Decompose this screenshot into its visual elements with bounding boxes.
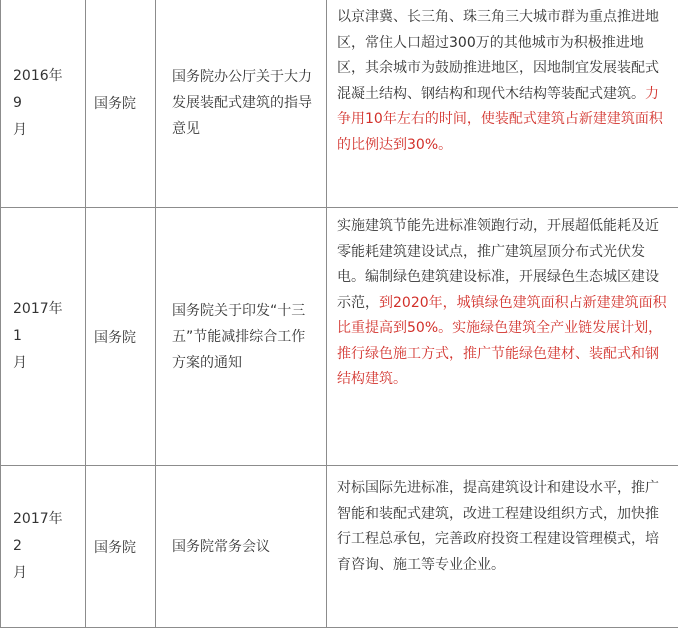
date-unit: 月	[13, 350, 85, 377]
date-month: 2	[13, 533, 85, 560]
content-text: 对标国际先进标准，提高建筑设计和建设水平，推广智能和装配式建筑，改进工程建设组织方式，加快推行工程总承包，完善政府投资工程建设管理模式，培育咨询、施工等专业企业。	[337, 480, 659, 573]
document-cell: 国务院关于印发“十三五”节能减排综合工作方案的通知	[156, 208, 327, 466]
date-unit: 月	[13, 560, 85, 587]
content-cell	[327, 208, 678, 466]
table-row	[1, 208, 678, 466]
document-cell: 国务院常务会议	[156, 466, 327, 628]
content-text: 实施建筑节能先进标准领跑行动，开展超低能耗及近零能耗建筑建设试点，推广建筑屋顶分布式光伏发电。编制绿色建筑建设标准，开展绿色生态城区建设示范，	[337, 218, 659, 311]
content-cell	[327, 0, 678, 208]
table-row	[1, 466, 678, 628]
date-month: 1	[13, 323, 85, 350]
content-highlight: 力争用10年左右的时间，使装配式建筑占新建建筑面积的比例达到30%。	[337, 86, 663, 153]
department-cell: 国务院	[86, 466, 156, 628]
content-text: 以京津冀、长三角、珠三角三大城市群为重点推进地区，常住人口超过300万的其他城市为积极推进地区，其余城市为鼓励推进地区，因地制宜发展装配式混凝土结构、钢结构和现代木结构等装配式建筑。	[337, 9, 659, 102]
department-cell: 国务院	[86, 0, 156, 208]
content-highlight: 到2020年，城镇绿色建筑面积占新建建筑面积比重提高到50%。实施绿色建筑全产业链发展计划，推行绿色施工方式，推广节能绿色建材、装配式和钢结构建筑。	[337, 295, 667, 388]
content-cell	[327, 466, 678, 628]
date-year: 2017年	[13, 296, 85, 323]
date-cell	[1, 208, 86, 466]
date-month: 9	[13, 90, 85, 117]
department-cell: 国务院	[86, 208, 156, 466]
date-cell	[1, 0, 86, 208]
date-year: 2016年	[13, 63, 85, 90]
document-cell: 国务院办公厅关于大力发展装配式建筑的指导意见	[156, 0, 327, 208]
date-cell	[1, 466, 86, 628]
date-unit: 月	[13, 117, 85, 144]
date-year: 2017年	[13, 506, 85, 533]
table-row	[1, 0, 678, 208]
